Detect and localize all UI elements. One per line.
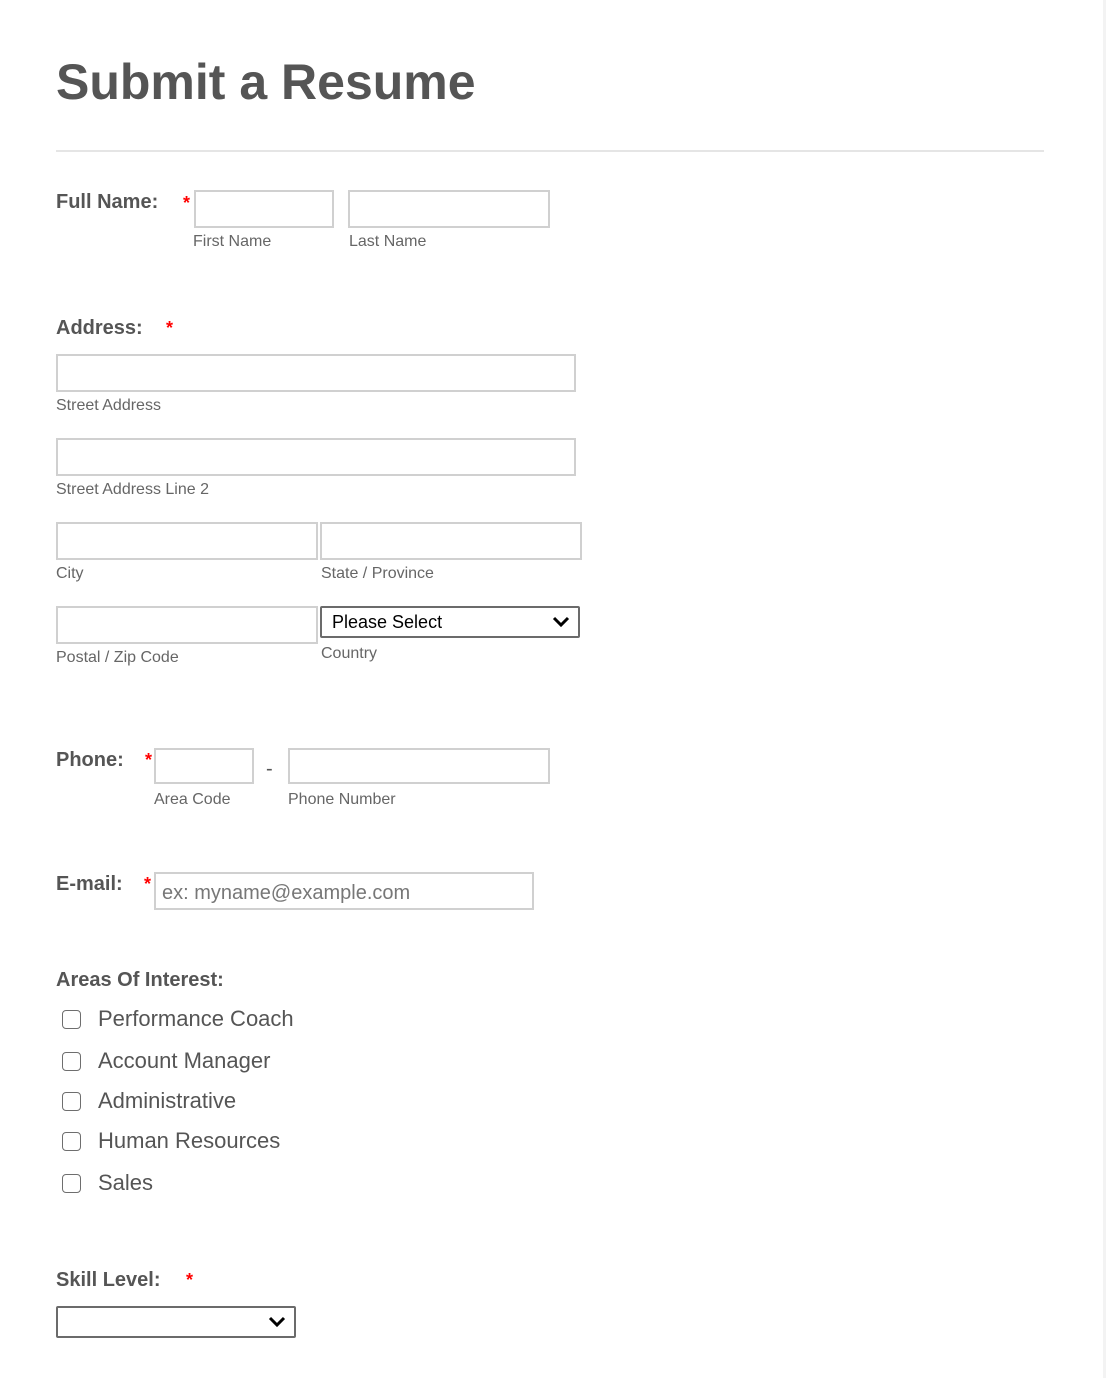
- last-name-input[interactable]: [348, 190, 550, 228]
- street-address-input[interactable]: [56, 354, 576, 392]
- checkbox-label[interactable]: Account Manager: [98, 1048, 271, 1073]
- state-province-input[interactable]: [320, 522, 582, 560]
- state-province-sublabel: State / Province: [321, 565, 434, 582]
- checkbox-unchecked-icon[interactable]: [62, 1010, 81, 1029]
- full-name-label: Full Name:: [56, 191, 159, 213]
- area-code-input[interactable]: [154, 748, 254, 784]
- street-address-sublabel: Street Address: [56, 397, 161, 414]
- checkbox-unchecked-icon[interactable]: [62, 1092, 81, 1111]
- chevron-down-icon: [552, 615, 570, 629]
- required-asterisk: *: [166, 318, 174, 338]
- checkbox-unchecked-icon[interactable]: [62, 1052, 81, 1071]
- skill-level-select[interactable]: [56, 1306, 296, 1338]
- checkbox-unchecked-icon[interactable]: [62, 1132, 81, 1151]
- street-address-line2-input[interactable]: [56, 438, 576, 476]
- required-asterisk: *: [183, 193, 191, 213]
- areas-of-interest-label: Areas Of Interest:: [56, 969, 224, 991]
- checkbox-label[interactable]: Human Resources: [98, 1128, 281, 1153]
- city-input[interactable]: [56, 522, 318, 560]
- checkbox-unchecked-icon[interactable]: [62, 1174, 81, 1193]
- postal-code-input[interactable]: [56, 606, 318, 644]
- phone-separator: -: [266, 758, 273, 780]
- street-address-line2-sublabel: Street Address Line 2: [56, 481, 209, 498]
- first-name-input[interactable]: [194, 190, 334, 228]
- required-asterisk: *: [145, 750, 153, 770]
- skill-level-label: Skill Level:: [56, 1269, 161, 1291]
- page-title: Submit a Resume: [56, 54, 476, 110]
- last-name-sublabel: Last Name: [349, 233, 427, 250]
- phone-number-sublabel: Phone Number: [288, 791, 396, 808]
- phone-number-input[interactable]: [288, 748, 550, 784]
- checkbox-label[interactable]: Sales: [98, 1170, 154, 1195]
- city-sublabel: City: [56, 565, 84, 582]
- postal-code-sublabel: Postal / Zip Code: [56, 649, 179, 666]
- required-asterisk: *: [144, 874, 152, 894]
- email-input[interactable]: [154, 872, 534, 910]
- email-label: E-mail:: [56, 873, 123, 895]
- country-select[interactable]: [320, 606, 580, 638]
- checkbox-label[interactable]: Performance Coach: [98, 1006, 294, 1031]
- area-code-sublabel: Area Code: [154, 791, 231, 808]
- chevron-down-icon: [268, 1315, 286, 1329]
- country-sublabel: Country: [321, 645, 378, 662]
- address-label: Address:: [56, 317, 143, 339]
- required-asterisk: *: [186, 1270, 194, 1290]
- country-selected-value: Please Select: [332, 612, 443, 632]
- checkbox-label[interactable]: Administrative: [98, 1088, 237, 1113]
- first-name-sublabel: First Name: [193, 233, 272, 250]
- header-divider: [56, 150, 1044, 152]
- phone-label: Phone:: [56, 749, 124, 771]
